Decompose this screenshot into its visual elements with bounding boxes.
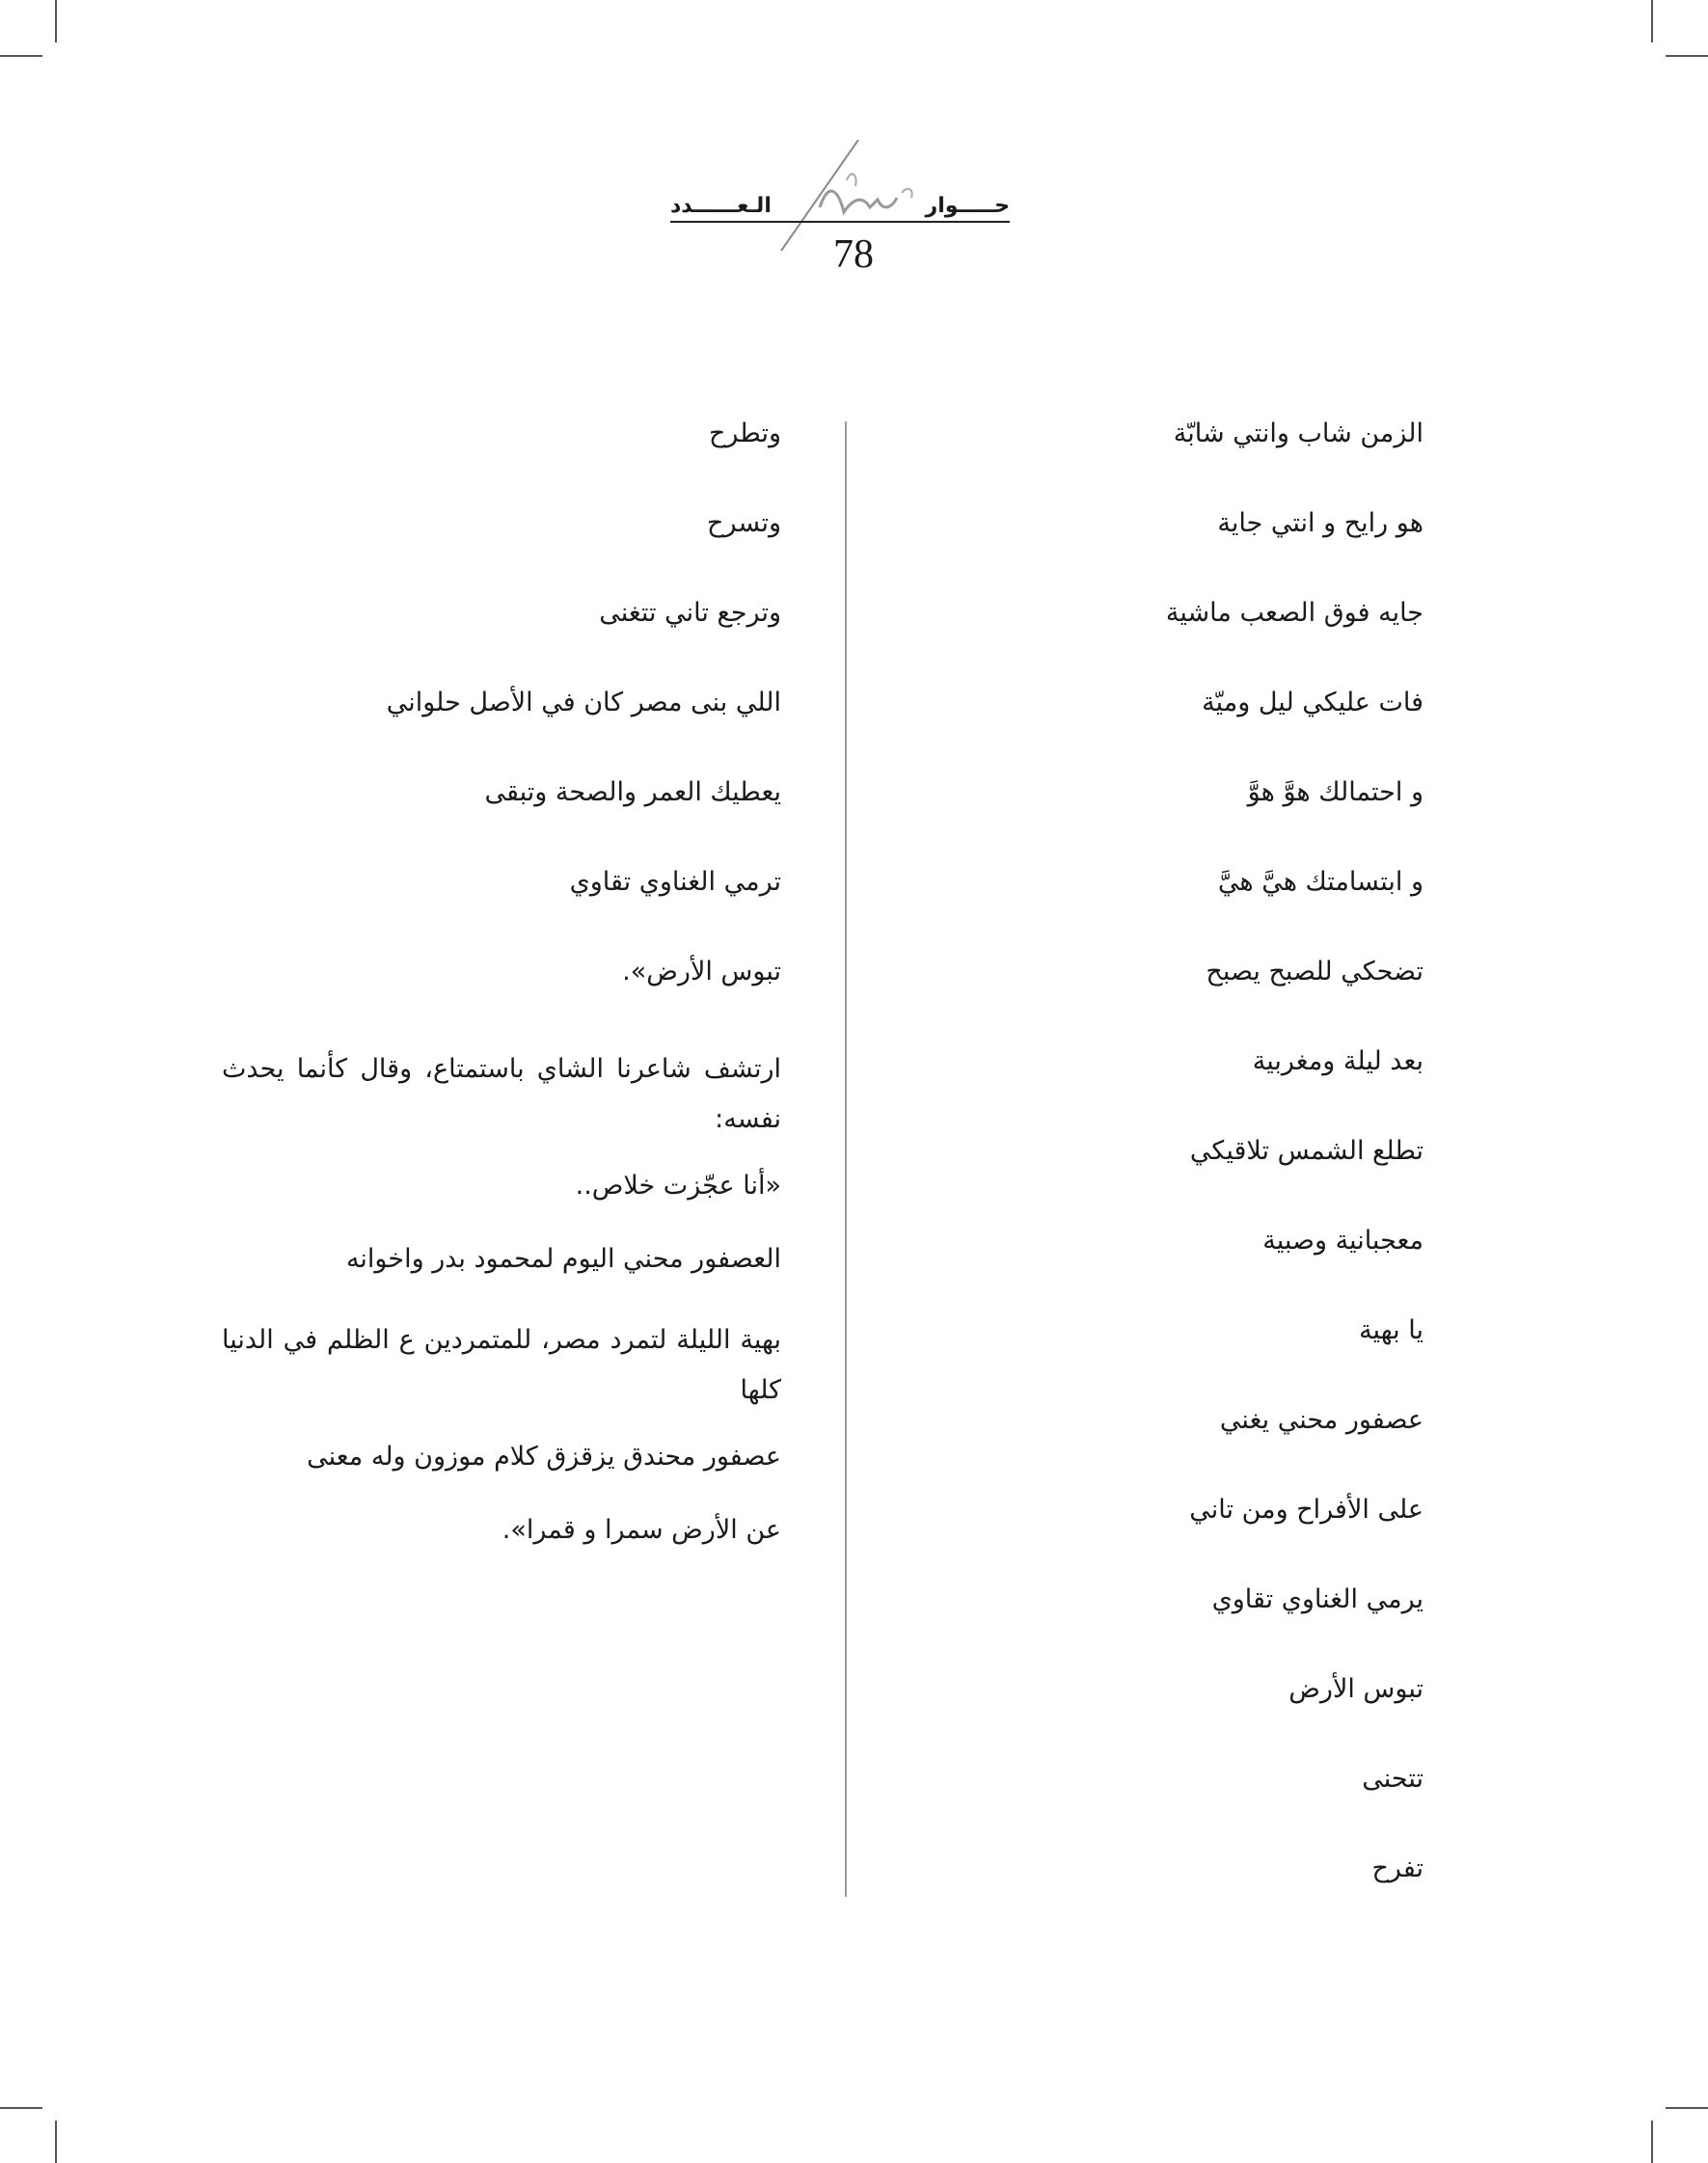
verse-line: يعطيك العمر والصحة وتبقى (484, 777, 781, 807)
prose-paragraph: بهية الليلة لتمرد مصر، للمتمردين ع الظلم في الدنيا كلها (222, 1325, 781, 1405)
verse-line: يا بهية (1359, 1315, 1423, 1345)
verse-line: الزمن شاب وانتي شابّة (1173, 419, 1423, 448)
header-rule (670, 221, 1010, 223)
verse-line: تبوس الأرض (1288, 1674, 1423, 1704)
header-issue-label: الـعــــــدد (670, 194, 772, 218)
crop-mark (1651, 2121, 1653, 2163)
verse-line: وترجع تاني تتغنى (599, 598, 781, 628)
crop-mark (1666, 2107, 1708, 2109)
verse-line: عن الأرض سمرا و قمرا». (502, 1515, 781, 1545)
verse-line: وتطرح (708, 419, 781, 448)
verse-line: ترمي الغناوي تقاوي (569, 867, 781, 897)
verse-line: تضحكي للصبح يصبح (1206, 957, 1423, 987)
verse-line: يرمي الغناوي تقاوي (1211, 1584, 1423, 1614)
header-section-label: حـــــوار (925, 194, 1010, 218)
verse-line: تتحنى (1362, 1764, 1423, 1794)
verse-line: و ابتسامتك هيَّ هيَّ (1217, 867, 1423, 897)
poem-column-right (1003, 417, 1423, 1941)
verse-line: اللي بنى مصر كان في الأصل حلواني (386, 688, 781, 717)
verse-line: «أنا عجّزت خلاص.. (575, 1171, 781, 1201)
verse-line: تفرح (1371, 1853, 1423, 1883)
verse-line: على الأفراح ومن تاني (1189, 1495, 1423, 1525)
crop-mark (0, 2107, 42, 2109)
column-divider (845, 421, 847, 1897)
verse-line: تطلع الشمس تلاقيكي (1189, 1136, 1423, 1166)
verse-line: هو رايح و انتي جاية (1217, 508, 1423, 538)
crop-mark (55, 2121, 57, 2163)
verse-line: تبوس الأرض». (622, 957, 781, 987)
page-number: 78 (833, 232, 874, 277)
verse-line: عصفور محندق يزقزق كلام موزون وله معنى (307, 1442, 781, 1472)
verse-line: و احتمالك هوَّ هوَّ (1247, 777, 1423, 807)
verse-line: بعد ليلة ومغربية (1252, 1046, 1423, 1076)
verse-line: وتسرح (707, 508, 781, 538)
verse-line: فات عليكي ليل وميّة (1202, 688, 1423, 717)
poem-column-left (222, 417, 781, 1603)
verse-line: العصفور محني اليوم لمحمود بدر واخوانه (345, 1244, 781, 1274)
verse-line: عصفور محني يغني (1219, 1405, 1423, 1435)
prose-paragraph: ارتشف شاعرنا الشاي باستمتاع، وقال كأنما يحدث نفسه: (222, 1054, 781, 1134)
page-header (0, 0, 1708, 289)
verse-line: معجبانية وصبية (1262, 1226, 1423, 1256)
verse-line: جايه فوق الصعب ماشية (1165, 598, 1423, 628)
